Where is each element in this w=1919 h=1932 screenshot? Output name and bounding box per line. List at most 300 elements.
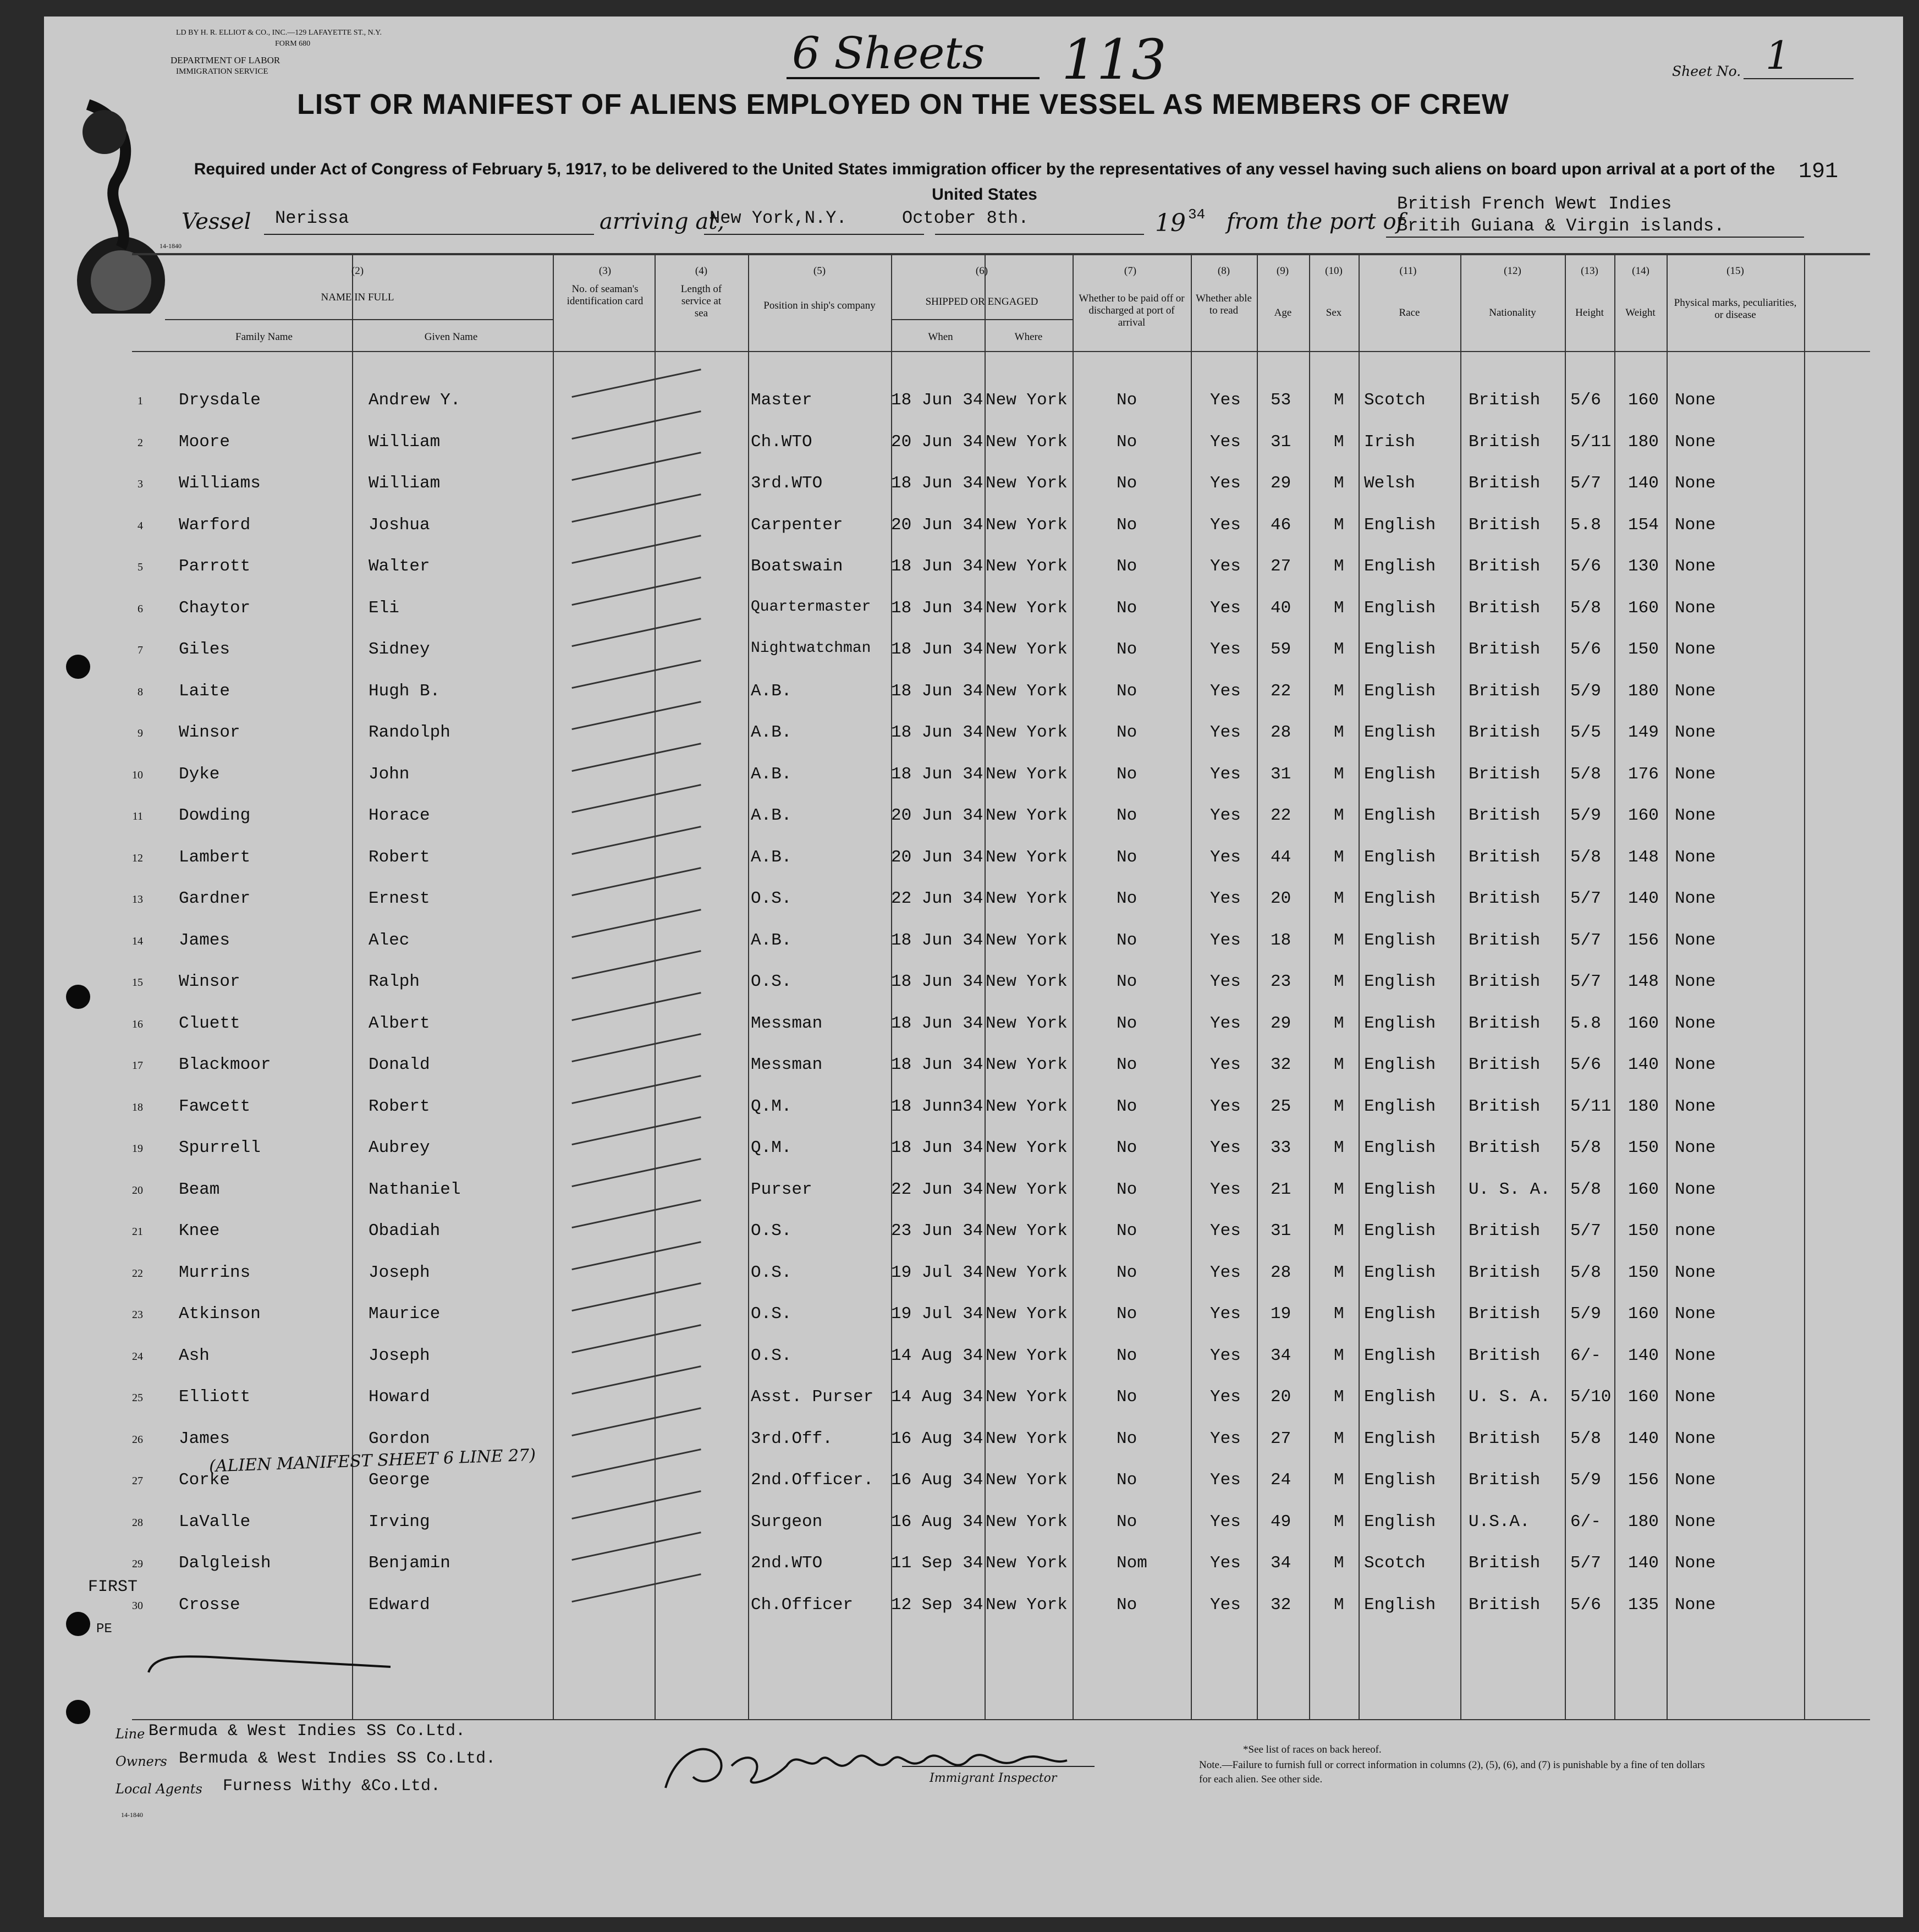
cell-position: Nightwatchman bbox=[751, 640, 871, 657]
cell-read: Yes bbox=[1210, 598, 1241, 618]
cell-weight: 140 bbox=[1628, 1055, 1659, 1074]
cell-height: 5/6 bbox=[1570, 1055, 1601, 1074]
cell-sex: M bbox=[1334, 1554, 1344, 1573]
cell-race: English bbox=[1364, 930, 1436, 950]
col-3-num: (3) bbox=[598, 265, 612, 277]
cell-read: Yes bbox=[1210, 1554, 1241, 1573]
cell-paid-off: No bbox=[1117, 1263, 1137, 1282]
cell-given: Randolph bbox=[369, 723, 450, 742]
id-card-checkmark bbox=[571, 909, 701, 938]
cell-marks: None bbox=[1675, 681, 1716, 701]
cell-family: Parrott bbox=[179, 557, 251, 576]
cell-marks: None bbox=[1675, 598, 1716, 618]
cell-paid-off: Nom bbox=[1117, 1554, 1147, 1573]
cell-age: 31 bbox=[1271, 764, 1291, 784]
col-rule bbox=[1257, 253, 1258, 1719]
cell-age: 49 bbox=[1271, 1512, 1291, 1532]
id-card-checkmark bbox=[571, 1116, 701, 1145]
id-card-checkmark bbox=[571, 1199, 701, 1228]
cell-weight: 160 bbox=[1628, 598, 1659, 618]
cell-sex: M bbox=[1334, 681, 1344, 701]
id-card-checkmark bbox=[571, 1573, 701, 1602]
cell-marks: None bbox=[1675, 515, 1716, 535]
cell-position: O.S. bbox=[751, 1263, 792, 1282]
cell-given: Robert bbox=[369, 1096, 430, 1116]
col-rule bbox=[1804, 253, 1805, 1719]
cell-paid-off: No bbox=[1117, 1179, 1137, 1199]
port-underline bbox=[1386, 237, 1804, 238]
cell-paid-off: No bbox=[1117, 474, 1137, 493]
cell-weight: 140 bbox=[1628, 1429, 1659, 1448]
cell-race: English bbox=[1364, 1429, 1436, 1448]
cell-when: 18 Jun 34 bbox=[891, 681, 983, 701]
row-number: 21 bbox=[132, 1226, 143, 1238]
cell-family: Atkinson bbox=[179, 1304, 261, 1324]
col-given-header: Given Name bbox=[424, 331, 478, 343]
cell-race: English bbox=[1364, 1263, 1436, 1282]
from-port-label: from the port of bbox=[1227, 209, 1405, 234]
cell-marks: None bbox=[1675, 1554, 1716, 1573]
id-card-checkmark bbox=[571, 1033, 701, 1062]
cell-read: Yes bbox=[1210, 1346, 1241, 1365]
cell-age: 28 bbox=[1271, 1263, 1291, 1282]
cell-weight: 135 bbox=[1628, 1595, 1659, 1615]
inspector-label: Immigrant Inspector bbox=[930, 1771, 1057, 1785]
cell-given: Sidney bbox=[369, 640, 430, 659]
id-card-checkmark bbox=[571, 1532, 701, 1561]
row-number: 16 bbox=[132, 1018, 143, 1030]
cell-given: Joseph bbox=[369, 1263, 430, 1282]
alien-manifest-note: (ALIEN MANIFEST SHEET 6 LINE 27) bbox=[208, 1445, 536, 1477]
cell-sex: M bbox=[1334, 1138, 1344, 1157]
cell-age: 29 bbox=[1271, 1013, 1291, 1033]
line-value: Bermuda & West Indies SS Co.Ltd. bbox=[149, 1722, 466, 1741]
cell-when: 18 Jun 34 bbox=[891, 1013, 983, 1033]
cell-paid-off: No bbox=[1117, 1055, 1137, 1074]
cell-read: Yes bbox=[1210, 432, 1241, 452]
col-marks-header: Physical marks, peculiarities, or disease bbox=[1674, 297, 1797, 321]
row-number: 13 bbox=[132, 893, 143, 905]
page-stamp: 191 bbox=[1799, 160, 1839, 184]
cell-position: A.B. bbox=[751, 806, 792, 825]
cell-nationality: U. S. A. bbox=[1469, 1179, 1550, 1199]
id-card-checkmark bbox=[571, 618, 701, 647]
id-card-checkmark bbox=[571, 1075, 701, 1104]
id-card-checkmark bbox=[571, 1365, 701, 1395]
cell-when: 20 Jun 34 bbox=[891, 806, 983, 825]
cell-height: 6/- bbox=[1570, 1346, 1601, 1365]
cell-when: 14 Aug 34 bbox=[891, 1387, 983, 1407]
col-paid-off-header: Whether to be paid off or discharged at port of arrival bbox=[1079, 293, 1185, 328]
arriving-port: New York,N.Y. bbox=[710, 208, 847, 228]
cell-family: Giles bbox=[179, 640, 230, 659]
cell-when: 18 Jun 34 bbox=[891, 930, 983, 950]
cell-family: Winsor bbox=[179, 972, 240, 991]
cell-height: 5/8 bbox=[1570, 1429, 1601, 1448]
cell-weight: 160 bbox=[1628, 391, 1659, 410]
cell-nationality: British bbox=[1469, 1304, 1541, 1324]
id-card-checkmark bbox=[571, 701, 701, 730]
cell-sex: M bbox=[1334, 806, 1344, 825]
cell-position: Ch.WTO bbox=[751, 432, 812, 452]
cell-age: 32 bbox=[1271, 1595, 1291, 1615]
cell-nationality: British bbox=[1469, 474, 1541, 493]
cell-paid-off: No bbox=[1117, 930, 1137, 950]
inspector-signature bbox=[644, 1727, 1084, 1799]
cell-nationality: British bbox=[1469, 515, 1541, 535]
cell-where: New York bbox=[986, 1512, 1068, 1532]
cell-read: Yes bbox=[1210, 889, 1241, 908]
id-card-checkmark bbox=[571, 660, 701, 689]
cell-paid-off: No bbox=[1117, 432, 1137, 452]
cell-marks: None bbox=[1675, 1179, 1716, 1199]
cell-marks: None bbox=[1675, 1013, 1716, 1033]
cell-where: New York bbox=[986, 1595, 1068, 1615]
cell-read: Yes bbox=[1210, 391, 1241, 410]
cell-weight: 180 bbox=[1628, 1096, 1659, 1116]
cell-sex: M bbox=[1334, 1429, 1344, 1448]
cell-age: 19 bbox=[1271, 1304, 1291, 1324]
cell-race: English bbox=[1364, 1387, 1436, 1407]
cell-position: 2nd.Officer. bbox=[751, 1470, 874, 1490]
cell-read: Yes bbox=[1210, 1470, 1241, 1490]
cell-given: Edward bbox=[369, 1595, 430, 1615]
cell-where: New York bbox=[986, 1179, 1068, 1199]
year-suffix: 34 bbox=[1188, 206, 1206, 223]
cell-read: Yes bbox=[1210, 1304, 1241, 1324]
cell-sex: M bbox=[1334, 557, 1344, 576]
cell-race: English bbox=[1364, 1179, 1436, 1199]
cell-sex: M bbox=[1334, 889, 1344, 908]
cell-marks: None bbox=[1675, 1387, 1716, 1407]
punch-hole bbox=[66, 985, 90, 1009]
cell-where: New York bbox=[986, 1470, 1068, 1490]
cell-age: 18 bbox=[1271, 930, 1291, 950]
cell-paid-off: No bbox=[1117, 557, 1137, 576]
cell-marks: None bbox=[1675, 474, 1716, 493]
cell-position: Carpenter bbox=[751, 515, 843, 535]
cell-height: 5/9 bbox=[1570, 681, 1601, 701]
col-when-header: When bbox=[928, 331, 953, 343]
cell-family: Crosse bbox=[179, 1595, 240, 1615]
cell-height: 5/6 bbox=[1570, 1595, 1601, 1615]
col-4-num: (4) bbox=[695, 265, 708, 277]
cell-race: English bbox=[1364, 764, 1436, 784]
cell-when: 18 Jun 34 bbox=[891, 1138, 983, 1157]
cell-when: 19 Jul 34 bbox=[891, 1263, 983, 1282]
cell-height: 5/10 bbox=[1570, 1387, 1612, 1407]
cell-where: New York bbox=[986, 1096, 1068, 1116]
cell-height: 5/7 bbox=[1570, 972, 1601, 991]
row-number: 2 bbox=[138, 436, 143, 449]
cell-read: Yes bbox=[1210, 806, 1241, 825]
cell-when: 18 Jun 34 bbox=[891, 391, 983, 410]
cell-family: Cluett bbox=[179, 1013, 240, 1033]
sheet-no: 1 bbox=[1766, 33, 1790, 78]
row-number: 18 bbox=[132, 1101, 143, 1113]
cell-race: English bbox=[1364, 515, 1436, 535]
cell-race: English bbox=[1364, 1138, 1436, 1157]
cell-marks: None bbox=[1675, 1304, 1716, 1324]
cell-given: Joshua bbox=[369, 515, 430, 535]
cell-nationality: British bbox=[1469, 1013, 1541, 1033]
name-subhead-rule bbox=[165, 319, 553, 320]
id-card-checkmark bbox=[571, 1241, 701, 1270]
col-weight-header: Weight bbox=[1625, 307, 1656, 319]
cell-read: Yes bbox=[1210, 1221, 1241, 1241]
cell-nationality: British bbox=[1469, 557, 1541, 576]
cell-paid-off: No bbox=[1117, 764, 1137, 784]
id-card-checkmark bbox=[571, 1407, 701, 1436]
cell-when: 23 Jun 34 bbox=[891, 1221, 983, 1241]
col-age-header: Age bbox=[1274, 307, 1292, 319]
cell-race: English bbox=[1364, 1096, 1436, 1116]
cell-when: 18 Jun 34 bbox=[891, 474, 983, 493]
port-line-2: Britih Guiana & Virgin islands. bbox=[1397, 216, 1725, 236]
cell-when: 22 Jun 34 bbox=[891, 889, 983, 908]
cell-weight: 148 bbox=[1628, 847, 1659, 867]
cell-sex: M bbox=[1334, 1595, 1344, 1615]
cell-weight: 160 bbox=[1628, 1304, 1659, 1324]
cell-race: English bbox=[1364, 1221, 1436, 1241]
cell-height: 5.8 bbox=[1570, 515, 1601, 535]
cell-height: 5/7 bbox=[1570, 1221, 1601, 1241]
cell-sex: M bbox=[1334, 1470, 1344, 1490]
cell-given: Joseph bbox=[369, 1346, 430, 1365]
header-bottom-rule bbox=[132, 351, 1870, 352]
row-number: 1 bbox=[138, 395, 143, 407]
cell-height: 5/8 bbox=[1570, 764, 1601, 784]
cell-when: 14 Aug 34 bbox=[891, 1346, 983, 1365]
cell-height: 5/9 bbox=[1570, 806, 1601, 825]
id-card-checkmark bbox=[571, 1158, 701, 1187]
arriving-label: arriving at, bbox=[600, 209, 724, 234]
arriving-underline bbox=[704, 234, 924, 235]
cell-weight: 150 bbox=[1628, 1263, 1659, 1282]
cell-marks: None bbox=[1675, 432, 1716, 452]
cell-when: 18 Junn34 bbox=[891, 1096, 983, 1116]
sheet-no-label: Sheet No. bbox=[1672, 63, 1741, 79]
cell-when: 18 Jun 34 bbox=[891, 640, 983, 659]
cell-paid-off: No bbox=[1117, 806, 1137, 825]
cell-race: Scotch bbox=[1364, 391, 1426, 410]
form-number: FORM 680 bbox=[275, 40, 311, 48]
cell-position: Boatswain bbox=[751, 557, 843, 576]
row-number: 24 bbox=[132, 1350, 143, 1363]
cell-height: 5/8 bbox=[1570, 1263, 1601, 1282]
cell-read: Yes bbox=[1210, 764, 1241, 784]
cell-nationality: British bbox=[1469, 1429, 1541, 1448]
cell-given: Albert bbox=[369, 1013, 430, 1033]
col-id-card-header: No. of seaman's identification card bbox=[567, 283, 644, 307]
id-card-checkmark bbox=[571, 1490, 701, 1519]
row-number: 12 bbox=[132, 852, 143, 864]
cell-given: Irving bbox=[369, 1512, 430, 1532]
cell-position: Q.M. bbox=[751, 1096, 792, 1116]
cell-given: John bbox=[369, 764, 410, 784]
cell-nationality: British bbox=[1469, 391, 1541, 410]
cell-where: New York bbox=[986, 1429, 1068, 1448]
cell-when: 20 Jun 34 bbox=[891, 432, 983, 452]
cell-paid-off: No bbox=[1117, 1470, 1137, 1490]
col-height-header: Height bbox=[1575, 307, 1604, 319]
cell-where: New York bbox=[986, 557, 1068, 576]
punch-hole bbox=[66, 1700, 90, 1724]
cell-when: 19 Jul 34 bbox=[891, 1304, 983, 1324]
cell-given: Horace bbox=[369, 806, 430, 825]
col-where-header: Where bbox=[1014, 331, 1043, 343]
punch-hole bbox=[66, 655, 90, 679]
cell-where: New York bbox=[986, 930, 1068, 950]
cell-nationality: British bbox=[1469, 930, 1541, 950]
cell-where: New York bbox=[986, 1554, 1068, 1573]
col-rule bbox=[1667, 253, 1668, 1719]
cell-family: Drysdale bbox=[179, 391, 261, 410]
cell-sex: M bbox=[1334, 1221, 1344, 1241]
cell-weight: 140 bbox=[1628, 1554, 1659, 1573]
cell-race: English bbox=[1364, 723, 1436, 742]
id-card-checkmark bbox=[571, 950, 701, 979]
cell-height: 5/6 bbox=[1570, 391, 1601, 410]
cell-marks: None bbox=[1675, 1138, 1716, 1157]
cell-position: O.S. bbox=[751, 1221, 792, 1241]
cell-when: 22 Jun 34 bbox=[891, 1179, 983, 1199]
cell-position: Q.M. bbox=[751, 1138, 792, 1157]
cell-marks: None bbox=[1675, 640, 1716, 659]
signature-rule bbox=[902, 1766, 1095, 1767]
year-prefix: 19 bbox=[1155, 209, 1186, 237]
cell-read: Yes bbox=[1210, 1138, 1241, 1157]
col-rule bbox=[352, 253, 353, 1719]
cell-age: 20 bbox=[1271, 889, 1291, 908]
col-rule bbox=[1460, 253, 1461, 1719]
cell-marks: None bbox=[1675, 391, 1716, 410]
inspector-signature-text bbox=[759, 1738, 766, 1739]
end-mark bbox=[143, 1645, 396, 1678]
cell-race: Irish bbox=[1364, 432, 1416, 452]
cell-given: George bbox=[369, 1470, 430, 1490]
cell-when: 18 Jun 34 bbox=[891, 1055, 983, 1074]
cell-marks: None bbox=[1675, 930, 1716, 950]
id-card-checkmark bbox=[571, 1282, 701, 1311]
cell-race: English bbox=[1364, 640, 1436, 659]
cell-weight: 148 bbox=[1628, 972, 1659, 991]
line-label: Line bbox=[116, 1726, 145, 1742]
cell-paid-off: No bbox=[1117, 1595, 1137, 1615]
cell-where: New York bbox=[986, 1013, 1068, 1033]
col-5-num: (5) bbox=[813, 265, 826, 277]
cell-family: Williams bbox=[179, 474, 261, 493]
cell-sex: M bbox=[1334, 1096, 1344, 1116]
id-card-checkmark bbox=[571, 369, 701, 398]
cell-where: New York bbox=[986, 806, 1068, 825]
owners-label: Owners bbox=[116, 1754, 167, 1769]
owners-value: Bermuda & West Indies SS Co.Ltd. bbox=[179, 1749, 496, 1768]
cell-age: 53 bbox=[1271, 391, 1291, 410]
cell-sex: M bbox=[1334, 1346, 1344, 1365]
vessel-name: Nerissa bbox=[275, 208, 349, 228]
cell-nationality: British bbox=[1469, 1096, 1541, 1116]
cell-sex: M bbox=[1334, 972, 1344, 991]
cell-family: James bbox=[179, 930, 230, 950]
cell-weight: 140 bbox=[1628, 474, 1659, 493]
col-shipped-header: SHIPPED OR ENGAGED bbox=[925, 296, 1038, 308]
cell-marks: None bbox=[1675, 557, 1716, 576]
cell-where: New York bbox=[986, 1055, 1068, 1074]
cell-read: Yes bbox=[1210, 1055, 1241, 1074]
cell-race: English bbox=[1364, 1304, 1436, 1324]
cell-weight: 156 bbox=[1628, 930, 1659, 950]
cell-when: 16 Aug 34 bbox=[891, 1512, 983, 1532]
cell-family: Ash bbox=[179, 1346, 210, 1365]
cell-sex: M bbox=[1334, 723, 1344, 742]
cell-nationality: U.S.A. bbox=[1469, 1512, 1530, 1532]
row-number: 6 bbox=[138, 602, 143, 615]
col-15-num: (15) bbox=[1726, 265, 1744, 277]
col-rule bbox=[1614, 253, 1615, 1719]
cell-where: New York bbox=[986, 474, 1068, 493]
cell-age: 40 bbox=[1271, 598, 1291, 618]
cell-age: 27 bbox=[1271, 1429, 1291, 1448]
cell-family: Knee bbox=[179, 1221, 220, 1241]
cell-family: Blackmoor bbox=[179, 1055, 271, 1074]
cell-paid-off: No bbox=[1117, 1387, 1137, 1407]
cell-height: 5/9 bbox=[1570, 1470, 1601, 1490]
cell-paid-off: No bbox=[1117, 391, 1137, 410]
cell-read: Yes bbox=[1210, 723, 1241, 742]
cell-position: Messman bbox=[751, 1013, 823, 1033]
col-14-num: (14) bbox=[1632, 265, 1649, 277]
row-number: 9 bbox=[138, 727, 143, 739]
id-card-checkmark bbox=[571, 992, 701, 1021]
row-number: 14 bbox=[132, 935, 143, 947]
cell-height: 5/8 bbox=[1570, 1138, 1601, 1157]
cell-height: 5/7 bbox=[1570, 889, 1601, 908]
col-rule bbox=[748, 253, 749, 1719]
cell-age: 29 bbox=[1271, 474, 1291, 493]
cell-family: Laite bbox=[179, 681, 230, 701]
cell-marks: None bbox=[1675, 764, 1716, 784]
cell-race: English bbox=[1364, 1055, 1436, 1074]
cell-race: Scotch bbox=[1364, 1554, 1426, 1573]
cell-race: English bbox=[1364, 598, 1436, 618]
vessel-underline bbox=[264, 234, 594, 235]
cell-when: 16 Aug 34 bbox=[891, 1429, 983, 1448]
cell-sex: M bbox=[1334, 1387, 1344, 1407]
cell-where: New York bbox=[986, 889, 1068, 908]
cell-nationality: U. S. A. bbox=[1469, 1387, 1550, 1407]
cell-read: Yes bbox=[1210, 1013, 1241, 1033]
cell-given: Obadiah bbox=[369, 1221, 441, 1241]
cell-age: 46 bbox=[1271, 515, 1291, 535]
cell-position: A.B. bbox=[751, 930, 792, 950]
col-10-num: (10) bbox=[1325, 265, 1343, 277]
col-13-num: (13) bbox=[1581, 265, 1598, 277]
cell-where: New York bbox=[986, 723, 1068, 742]
cell-sex: M bbox=[1334, 598, 1344, 618]
cell-family: Dowding bbox=[179, 806, 251, 825]
date-underline bbox=[935, 234, 1144, 235]
cell-height: 5/8 bbox=[1570, 847, 1601, 867]
cell-nationality: British bbox=[1469, 1554, 1541, 1573]
cell-given: Hugh B. bbox=[369, 681, 441, 701]
cell-race: English bbox=[1364, 847, 1436, 867]
cell-age: 24 bbox=[1271, 1470, 1291, 1490]
cell-nationality: British bbox=[1469, 1055, 1541, 1074]
cell-position: O.S. bbox=[751, 1346, 792, 1365]
col-name-header: NAME IN FULL bbox=[321, 292, 394, 303]
cell-where: New York bbox=[986, 1263, 1068, 1282]
